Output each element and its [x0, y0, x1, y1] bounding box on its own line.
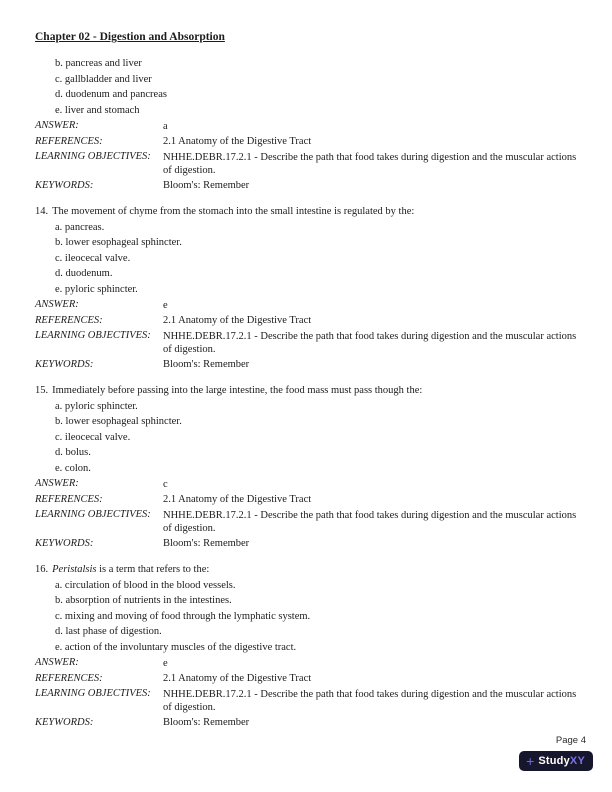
answer-option: a. pyloric sphincter.	[55, 400, 138, 412]
meta-row	[35, 357, 577, 373]
meta-value: a	[163, 120, 168, 132]
answer-option: d. duodenum.	[55, 268, 113, 279]
brand-name-accent: XY	[569, 755, 585, 767]
meta-value: e	[163, 299, 168, 311]
meta-row	[35, 134, 577, 150]
question-number: 14.	[35, 206, 49, 217]
meta-row	[35, 686, 577, 715]
question-prompt	[35, 383, 577, 399]
meta-row	[35, 149, 577, 178]
answer-option: b. absorption of nutrients in the intestines.	[55, 595, 232, 606]
question-text: Immediately before passing into the large intestine, the food mass must pass though the:	[52, 385, 423, 396]
answer-option: e. action of the involuntary muscles of the digestive tract.	[55, 641, 297, 653]
answer-option: a. pancreas.	[55, 221, 105, 233]
question-prompt	[35, 204, 577, 220]
meta-label: LEARNING OBJECTIVES:	[35, 330, 151, 341]
meta-row	[35, 655, 577, 671]
meta-value: NHHE.DEBR.17.2.1 - Describe the path that food takes during digestion and the muscular actions of digestion.	[163, 330, 577, 355]
studyxy-badge[interactable]	[519, 751, 593, 771]
meta-label: ANSWER:	[35, 478, 79, 489]
question-number: 15.	[35, 385, 49, 396]
answer-option: e. liver and stomach	[55, 104, 140, 116]
meta-label: ANSWER:	[35, 657, 79, 668]
question-block	[35, 204, 577, 372]
meta-row	[35, 328, 577, 357]
meta-value: Bloom's: Remember	[163, 717, 250, 728]
meta-row	[35, 313, 577, 329]
question-block	[35, 383, 577, 551]
meta-label: KEYWORDS:	[35, 537, 94, 549]
meta-value: 2.1 Anatomy of the Digestive Tract	[163, 494, 312, 505]
meta-value: Bloom's: Remember	[163, 538, 250, 549]
meta-row	[35, 536, 577, 552]
meta-row	[35, 715, 577, 731]
meta-label: LEARNING OBJECTIVES:	[35, 151, 151, 162]
answer-option: c. mixing and moving of food through the lymphatic system.	[55, 610, 311, 622]
meta-value: NHHE.DEBR.17.2.1 - Describe the path that food takes during digestion and the muscular actions of digestion.	[163, 688, 577, 713]
meta-value: e	[163, 657, 168, 669]
question-prompt	[35, 562, 577, 578]
meta-label: REFERENCES:	[35, 672, 103, 684]
meta-label: LEARNING OBJECTIVES:	[35, 688, 151, 699]
question-block	[35, 562, 577, 730]
meta-value: NHHE.DEBR.17.2.1 - Describe the path that food takes during digestion and the muscular actions of digestion.	[163, 151, 577, 176]
page-title: Chapter 02 - Digestion and Absorption	[35, 31, 225, 43]
answer-option: d. last phase of digestion.	[55, 626, 162, 637]
meta-row	[35, 297, 577, 313]
answer-option: d. duodenum and pancreas	[55, 89, 167, 100]
question-text: Peristalsis	[52, 564, 97, 575]
meta-label: LEARNING OBJECTIVES:	[35, 509, 151, 520]
meta-label: REFERENCES:	[35, 135, 103, 147]
meta-row	[35, 507, 577, 536]
meta-value: Bloom's: Remember	[163, 359, 250, 370]
answer-option: d. bolus.	[55, 447, 91, 458]
brand-name-primary: Study	[538, 755, 570, 767]
meta-label: KEYWORDS:	[35, 358, 94, 370]
meta-value: 2.1 Anatomy of the Digestive Tract	[163, 315, 312, 326]
meta-value: 2.1 Anatomy of the Digestive Tract	[163, 136, 312, 147]
meta-row	[35, 178, 577, 194]
meta-value: 2.1 Anatomy of the Digestive Tract	[163, 673, 312, 684]
answer-option: c. ileocecal valve.	[55, 431, 131, 443]
question-block	[35, 56, 577, 193]
answer-option: a. circulation of blood in the blood vessels.	[55, 579, 236, 591]
answer-option: b. lower esophageal sphincter.	[55, 237, 182, 248]
brand-name	[538, 751, 585, 771]
meta-row	[35, 118, 577, 134]
page-number: Page 4	[555, 735, 586, 746]
meta-label: ANSWER:	[35, 299, 79, 310]
answer-option: e. pyloric sphincter.	[55, 283, 138, 295]
meta-label: REFERENCES:	[35, 314, 103, 326]
question-text: The movement of chyme from the stomach into the small intestine is regulated by the:	[52, 206, 415, 217]
meta-label: KEYWORDS:	[35, 716, 94, 728]
meta-row	[35, 476, 577, 492]
answer-option: b. lower esophageal sphincter.	[55, 416, 182, 427]
meta-value: c	[163, 478, 168, 490]
answer-option: c. gallbladder and liver	[55, 73, 152, 85]
answer-option: e. colon.	[55, 462, 91, 474]
answer-option: b. pancreas and liver	[55, 58, 142, 69]
meta-row	[35, 492, 577, 508]
meta-value: NHHE.DEBR.17.2.1 - Describe the path that food takes during digestion and the muscular actions of digestion.	[163, 509, 577, 534]
question-list	[35, 56, 577, 730]
plus-icon: +	[526, 753, 535, 769]
question-text: is a term that refers to the:	[96, 564, 210, 575]
question-number: 16.	[35, 564, 49, 575]
meta-label: KEYWORDS:	[35, 179, 94, 191]
meta-label: ANSWER:	[35, 120, 79, 131]
meta-row	[35, 671, 577, 687]
meta-label: REFERENCES:	[35, 493, 103, 505]
meta-value: Bloom's: Remember	[163, 180, 250, 191]
answer-option: c. ileocecal valve.	[55, 252, 131, 264]
